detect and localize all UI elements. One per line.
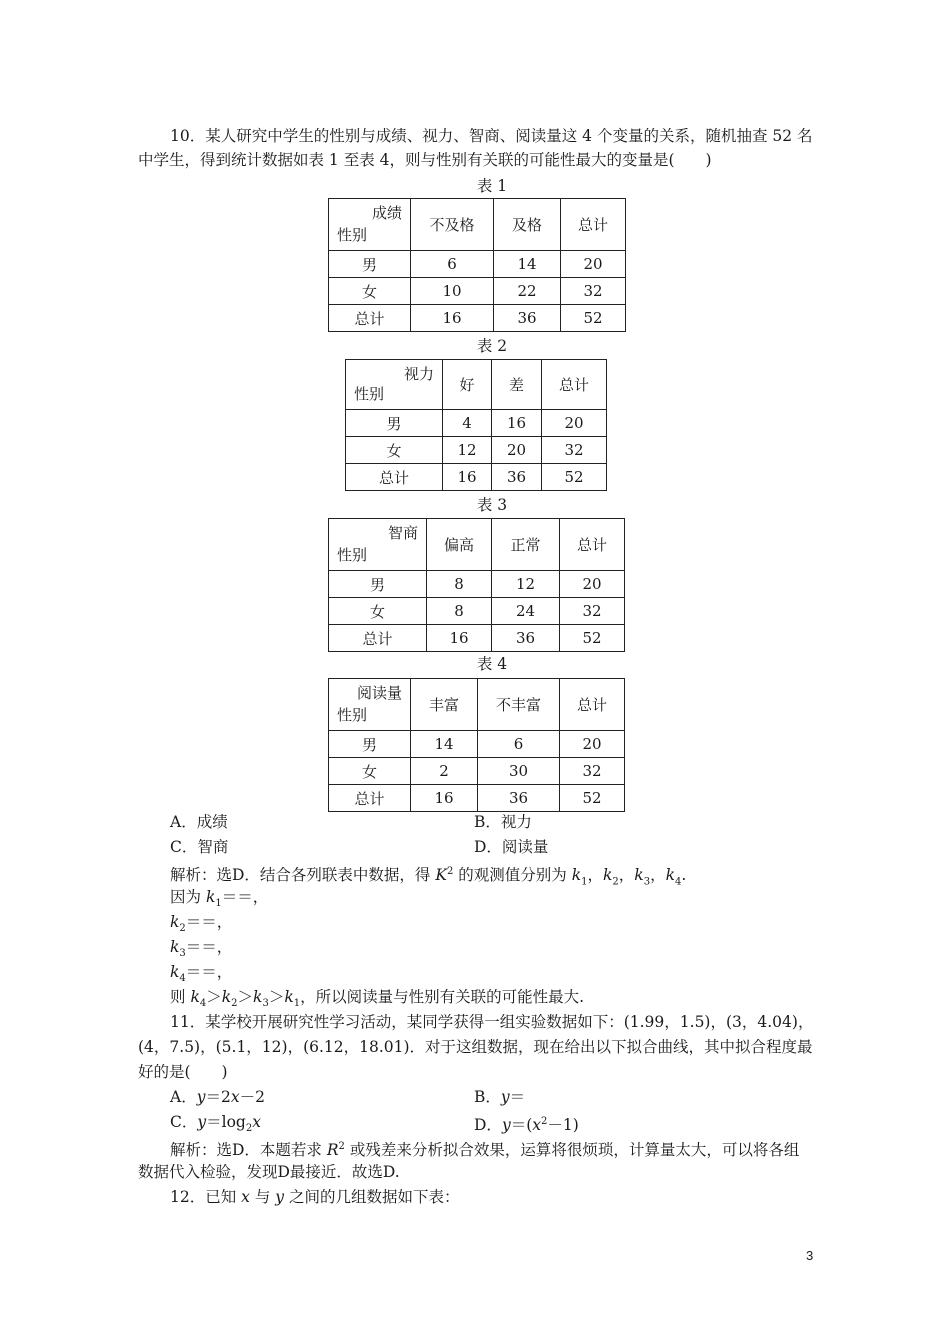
table-row [346,437,607,464]
table-row [329,251,626,278]
table-corner-cell [329,679,411,731]
contingency-table-1 [328,198,626,332]
table-cell: 30 [478,758,560,785]
q11-solution-line-2: 数据代入检验，发现D最接近．故选D. [138,1163,400,1181]
corner-column-label: 视力 [403,365,434,383]
q10-solution-line-1: 解析：选D．结合各列联表中数据，得 $K^2$ 的观测值分别为 $k_1$，$k_2$，$k_3$，$k_4$. [170,866,687,888]
table-cell: 12 [443,437,492,464]
table-caption: 表 4 [476,655,508,673]
q11-option-c: C．$y=\log_2x$ [170,1113,261,1135]
q10-option-d: D．阅读量 [474,838,549,856]
table-cell: 16 [443,464,492,491]
row-label: 男 [346,410,443,437]
row-label: 总计 [329,305,411,332]
q10-line-1: 10．某人研究中学生的性别与成绩、视力、智商、阅读量这 4 个变量的关系，随机抽查 52 名 [170,127,813,145]
table-cell: 32 [560,758,625,785]
table-row [329,278,626,305]
table-row [346,410,607,437]
column-header: 好 [443,360,492,410]
column-header: 正常 [492,519,560,571]
table-cell: 24 [492,598,560,625]
table-cell: 20 [560,571,625,598]
table-row [329,598,625,625]
table-cell: 12 [492,571,560,598]
table-cell: 2 [411,758,478,785]
table-cell: 4 [443,410,492,437]
q11-option-b: B．y＝ [474,1088,526,1106]
table-row [329,305,626,332]
contingency-table-4 [328,678,625,812]
table-cell: 52 [560,625,625,652]
column-header: 总计 [542,360,607,410]
corner-row-label: 性别 [337,226,368,244]
table-corner-cell [346,360,443,410]
table-row [329,571,625,598]
table-cell: 8 [427,571,492,598]
q12-line-1: 12．已知 x 与 y 之间的几组数据如下表： [170,1188,460,1206]
q11-option-a: A．y＝2x－2 [170,1088,265,1106]
table-cell: 32 [542,437,607,464]
table-caption: 表 1 [476,177,508,195]
row-label: 女 [346,437,443,464]
corner-column-label: 成绩 [371,204,402,222]
table-row [329,785,625,812]
table-cell: 20 [560,731,625,758]
corner-row-label: 性别 [354,385,385,403]
row-label: 女 [329,758,411,785]
contingency-table-3 [328,518,625,652]
table-cell: 14 [411,731,478,758]
table-cell: 32 [560,598,625,625]
q11-solution-line-1: 解析：选D．本题若求 $R^2$ 或残差来分析拟合效果，运算将很烦琐，计算量太大，可以将各组 [170,1141,800,1160]
table-cell: 14 [494,251,561,278]
table-cell: 16 [427,625,492,652]
table-cell: 36 [478,785,560,812]
table-row [329,625,625,652]
table-caption: 表 2 [476,337,508,355]
column-header: 不丰富 [478,679,560,731]
table-cell: 8 [427,598,492,625]
corner-row-label: 性别 [337,546,368,564]
table-cell: 10 [411,278,494,305]
table-row [346,464,607,491]
q10-option-b: B．视力 [474,813,532,831]
table-corner-cell [329,519,427,571]
column-header: 不及格 [411,199,494,251]
page-number: 3 [806,1248,814,1263]
q10-solution-line-3: $k_2==$， [170,913,233,935]
table-cell: 36 [494,305,561,332]
row-label: 女 [329,598,427,625]
table-caption: 表 3 [476,496,508,514]
q10-solution-line-2: 因为 $k_1==$， [170,888,269,910]
table-cell: 22 [494,278,561,305]
table-cell: 16 [411,785,478,812]
table-cell: 16 [411,305,494,332]
row-label: 总计 [329,625,427,652]
table-cell: 52 [560,785,625,812]
row-label: 总计 [329,785,411,812]
contingency-table-2 [345,359,607,491]
column-header: 总计 [561,199,626,251]
corner-row-label: 性别 [337,706,368,724]
column-header: 丰富 [411,679,478,731]
row-label: 男 [329,251,411,278]
column-header: 及格 [494,199,561,251]
table-cell: 36 [492,464,542,491]
corner-column-label: 智商 [387,524,418,542]
q11-line-1: 11．某学校开展研究性学习活动，某同学获得一组实验数据如下：(1.99，1.5)，(3，4.04)， [170,1013,814,1031]
q10-solution-line-6: 则 $k_4>k_2>k_3>k_1$，所以阅读量与性别有关联的可能性最大. [170,988,585,1010]
q10-option-c: C．智商 [170,838,229,856]
table-cell: 20 [542,410,607,437]
table-cell: 20 [561,251,626,278]
row-label: 女 [329,278,411,305]
q10-line-2: 中学生，得到统计数据如表 1 至表 4，则与性别有关联的可能性最大的变量是( ) [138,151,712,169]
table-cell: 36 [492,625,560,652]
row-label: 男 [329,571,427,598]
q11-option-d: D．$y=(x^2-1)$ [474,1116,579,1135]
column-header: 偏高 [427,519,492,571]
q10-option-a: A．成绩 [170,813,228,831]
table-cell: 52 [561,305,626,332]
q10-solution-line-5: $k_4==$， [170,963,233,985]
table-cell: 20 [492,437,542,464]
column-header: 总计 [560,679,625,731]
table-cell: 6 [411,251,494,278]
table-cell: 52 [542,464,607,491]
column-header: 差 [492,360,542,410]
table-cell: 16 [492,410,542,437]
table-cell: 6 [478,731,560,758]
q11-line-3: 好的是( ) [138,1063,228,1081]
row-label: 男 [329,731,411,758]
column-header: 总计 [560,519,625,571]
table-corner-cell [329,199,411,251]
table-row [329,758,625,785]
corner-column-label: 阅读量 [356,684,402,702]
q11-line-2: (4，7.5)，(5.1，12)，(6.12，18.01)．对于这组数据，现在给出以下拟合曲线，其中拟合程度最 [138,1038,813,1056]
table-cell: 32 [561,278,626,305]
q10-solution-line-4: $k_3==$， [170,938,233,960]
row-label: 总计 [346,464,443,491]
table-row [329,731,625,758]
